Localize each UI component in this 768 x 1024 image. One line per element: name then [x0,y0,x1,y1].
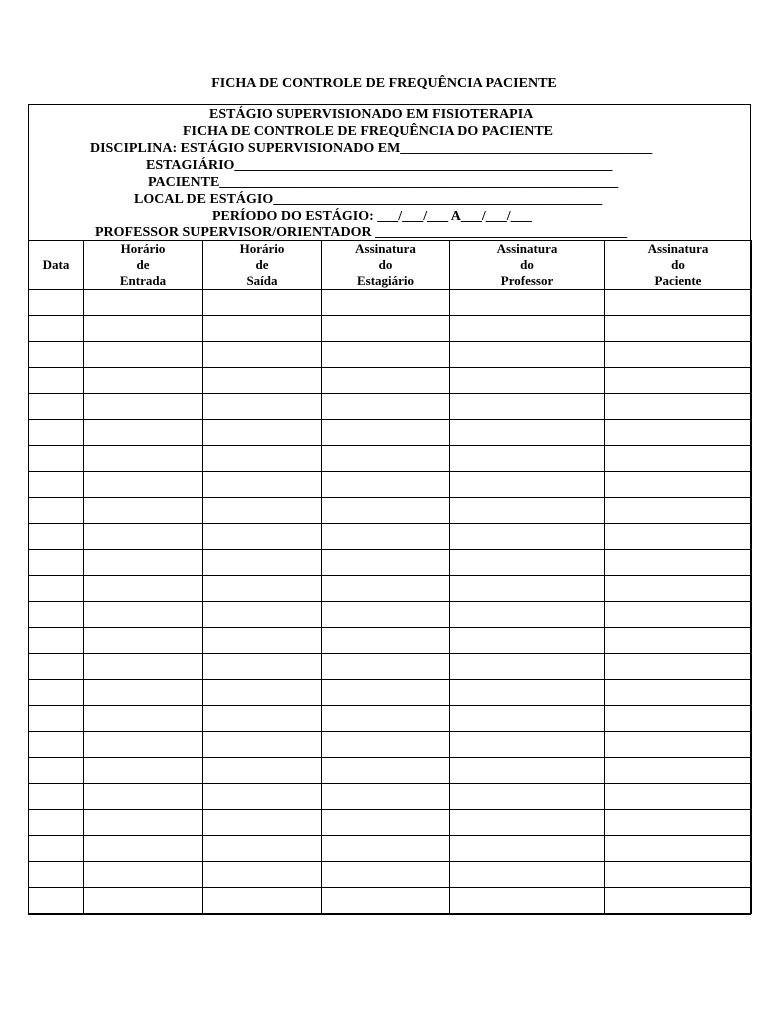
table-row [29,576,752,602]
entry-time-cell[interactable] [84,862,203,888]
table-row [29,290,752,316]
patient-signature-cell[interactable] [605,446,752,472]
entry-time-cell[interactable] [84,888,203,914]
exit-time-cell[interactable] [203,524,322,550]
exit-time-cell[interactable] [203,628,322,654]
attendance-form [28,104,751,915]
table-row [29,862,752,888]
professor-signature-cell[interactable] [450,784,605,810]
professor-signature-cell[interactable] [450,316,605,342]
entry-time-cell[interactable] [84,524,203,550]
patient-signature-cell[interactable] [605,602,752,628]
table-row [29,446,752,472]
date-cell[interactable] [29,446,84,472]
professor-signature-cell[interactable] [450,602,605,628]
form-header [29,105,750,240]
table-row [29,654,752,680]
date-cell[interactable] [29,498,84,524]
exit-time-cell[interactable] [203,888,322,914]
intern-signature-cell[interactable] [322,446,450,472]
date-cell[interactable] [29,680,84,706]
professor-signature-cell[interactable] [450,576,605,602]
table-row [29,810,752,836]
exit-time-cell[interactable] [203,550,322,576]
patient-signature-cell[interactable] [605,290,752,316]
entry-time-cell[interactable] [84,810,203,836]
page-title: FICHA DE CONTROLE DE FREQUÊNCIA PACIENTE [211,76,557,91]
intern-signature-cell[interactable] [322,654,450,680]
exit-time-cell[interactable] [203,732,322,758]
patient-signature-cell[interactable] [605,498,752,524]
patient-signature-cell[interactable] [605,836,752,862]
entry-time-cell[interactable] [84,732,203,758]
exit-time-cell[interactable] [203,498,322,524]
patient-signature-cell[interactable] [605,654,752,680]
professor-signature-cell[interactable] [450,446,605,472]
patient-signature-cell[interactable] [605,732,752,758]
entry-time-cell[interactable] [84,654,203,680]
patient-signature-cell[interactable] [605,576,752,602]
intern-signature-cell[interactable] [322,706,450,732]
professor-signature-cell[interactable] [450,706,605,732]
column-header-patient-signature: Assinatura do Paciente [605,241,752,290]
entry-time-cell[interactable] [84,342,203,368]
date-cell[interactable] [29,706,84,732]
patient-signature-cell[interactable] [605,342,752,368]
date-cell[interactable] [29,472,84,498]
professor-signature-cell[interactable] [450,810,605,836]
intern-signature-cell[interactable] [322,680,450,706]
intern-signature-cell[interactable] [322,316,450,342]
table-header-row [29,241,752,290]
entry-time-cell[interactable] [84,706,203,732]
table-row [29,784,752,810]
entry-time-cell[interactable] [84,628,203,654]
patient-signature-cell[interactable] [605,550,752,576]
exit-time-cell[interactable] [203,576,322,602]
header-line-patient: PACIENTE_________________________________________________________ [148,175,619,190]
intern-signature-cell[interactable] [322,810,450,836]
patient-signature-cell[interactable] [605,680,752,706]
patient-signature-cell[interactable] [605,862,752,888]
patient-signature-cell[interactable] [605,784,752,810]
date-cell[interactable] [29,368,84,394]
intern-signature-cell[interactable] [322,550,450,576]
column-header-intern-signature: Assinatura do Estagiário [322,241,450,290]
header-line-period: PERÍODO DO ESTÁGIO: ___/___/___ A___/___/___ [212,209,532,224]
header-line-intern: ESTAGIÁRIO______________________________________________________ [146,158,613,173]
date-cell[interactable] [29,654,84,680]
entry-time-cell[interactable] [84,498,203,524]
exit-time-cell[interactable] [203,602,322,628]
date-cell[interactable] [29,628,84,654]
date-cell[interactable] [29,316,84,342]
exit-time-cell[interactable] [203,810,322,836]
header-line-professor: PROFESSOR SUPERVISOR/ORIENTADOR ____________________________________ [95,225,628,240]
exit-time-cell[interactable] [203,862,322,888]
table-row [29,524,752,550]
exit-time-cell[interactable] [203,290,322,316]
intern-signature-cell[interactable] [322,394,450,420]
patient-signature-cell[interactable] [605,524,752,550]
table-row [29,758,752,784]
exit-time-cell[interactable] [203,368,322,394]
intern-signature-cell[interactable] [322,472,450,498]
professor-signature-cell[interactable] [450,290,605,316]
exit-time-cell[interactable] [203,394,322,420]
table-row [29,836,752,862]
entry-time-cell[interactable] [84,472,203,498]
patient-signature-cell[interactable] [605,368,752,394]
column-header-professor-signature: Assinatura do Professor [450,241,605,290]
date-cell[interactable] [29,524,84,550]
date-cell[interactable] [29,810,84,836]
entry-time-cell[interactable] [84,784,203,810]
header-line-internship: ESTÁGIO SUPERVISIONADO EM FISIOTERAPIA [209,107,534,122]
exit-time-cell[interactable] [203,472,322,498]
patient-signature-cell[interactable] [605,472,752,498]
date-cell[interactable] [29,888,84,914]
professor-signature-cell[interactable] [450,420,605,446]
date-cell[interactable] [29,836,84,862]
professor-signature-cell[interactable] [450,524,605,550]
intern-signature-cell[interactable] [322,836,450,862]
professor-signature-cell[interactable] [450,862,605,888]
patient-signature-cell[interactable] [605,394,752,420]
professor-signature-cell[interactable] [450,472,605,498]
intern-signature-cell[interactable] [322,290,450,316]
patient-signature-cell[interactable] [605,888,752,914]
exit-time-cell[interactable] [203,680,322,706]
date-cell[interactable] [29,576,84,602]
intern-signature-cell[interactable] [322,524,450,550]
table-row [29,602,752,628]
attendance-table [28,240,752,914]
patient-signature-cell[interactable] [605,758,752,784]
intern-signature-cell[interactable] [322,888,450,914]
professor-signature-cell[interactable] [450,680,605,706]
patient-signature-cell[interactable] [605,810,752,836]
entry-time-cell[interactable] [84,446,203,472]
table-row [29,394,752,420]
exit-time-cell[interactable] [203,342,322,368]
column-header-entry-time: Horário de Entrada [84,241,203,290]
date-cell[interactable] [29,602,84,628]
entry-time-cell[interactable] [84,758,203,784]
exit-time-cell[interactable] [203,316,322,342]
entry-time-cell[interactable] [84,394,203,420]
header-line-form-name: FICHA DE CONTROLE DE FREQUÊNCIA DO PACIENTE [183,124,554,139]
professor-signature-cell[interactable] [450,758,605,784]
date-cell[interactable] [29,290,84,316]
patient-signature-cell[interactable] [605,420,752,446]
table-row [29,316,752,342]
intern-signature-cell[interactable] [322,628,450,654]
date-cell[interactable] [29,550,84,576]
table-row [29,498,752,524]
intern-signature-cell[interactable] [322,784,450,810]
professor-signature-cell[interactable] [450,654,605,680]
exit-time-cell[interactable] [203,706,322,732]
date-cell[interactable] [29,394,84,420]
table-row [29,472,752,498]
intern-signature-cell[interactable] [322,342,450,368]
table-row [29,550,752,576]
column-header-date: Data [29,241,84,290]
intern-signature-cell[interactable] [322,602,450,628]
intern-signature-cell[interactable] [322,368,450,394]
professor-signature-cell[interactable] [450,368,605,394]
intern-signature-cell[interactable] [322,758,450,784]
professor-signature-cell[interactable] [450,498,605,524]
entry-time-cell[interactable] [84,550,203,576]
entry-time-cell[interactable] [84,316,203,342]
table-row [29,628,752,654]
date-cell[interactable] [29,732,84,758]
entry-time-cell[interactable] [84,602,203,628]
professor-signature-cell[interactable] [450,394,605,420]
patient-signature-cell[interactable] [605,628,752,654]
column-header-exit-time: Horário de Saída [203,241,322,290]
header-line-location: LOCAL DE ESTÁGIO_______________________________________________ [134,192,603,207]
exit-time-cell[interactable] [203,758,322,784]
header-line-discipline: DISCIPLINA: ESTÁGIO SUPERVISIONADO EM____________________________________ [90,141,653,156]
entry-time-cell[interactable] [84,420,203,446]
exit-time-cell[interactable] [203,836,322,862]
date-cell[interactable] [29,862,84,888]
exit-time-cell[interactable] [203,654,322,680]
table-row [29,368,752,394]
professor-signature-cell[interactable] [450,550,605,576]
table-row [29,732,752,758]
date-cell[interactable] [29,758,84,784]
date-cell[interactable] [29,342,84,368]
exit-time-cell[interactable] [203,420,322,446]
professor-signature-cell[interactable] [450,836,605,862]
professor-signature-cell[interactable] [450,732,605,758]
professor-signature-cell[interactable] [450,888,605,914]
table-row [29,342,752,368]
intern-signature-cell[interactable] [322,862,450,888]
intern-signature-cell[interactable] [322,576,450,602]
date-cell[interactable] [29,420,84,446]
professor-signature-cell[interactable] [450,342,605,368]
intern-signature-cell[interactable] [322,498,450,524]
date-cell[interactable] [29,784,84,810]
professor-signature-cell[interactable] [450,628,605,654]
table-row [29,420,752,446]
patient-signature-cell[interactable] [605,316,752,342]
patient-signature-cell[interactable] [605,706,752,732]
entry-time-cell[interactable] [84,368,203,394]
entry-time-cell[interactable] [84,836,203,862]
exit-time-cell[interactable] [203,784,322,810]
entry-time-cell[interactable] [84,680,203,706]
entry-time-cell[interactable] [84,576,203,602]
table-row [29,706,752,732]
table-row [29,680,752,706]
intern-signature-cell[interactable] [322,420,450,446]
intern-signature-cell[interactable] [322,732,450,758]
table-body [29,290,752,914]
table-row [29,888,752,914]
exit-time-cell[interactable] [203,446,322,472]
entry-time-cell[interactable] [84,290,203,316]
